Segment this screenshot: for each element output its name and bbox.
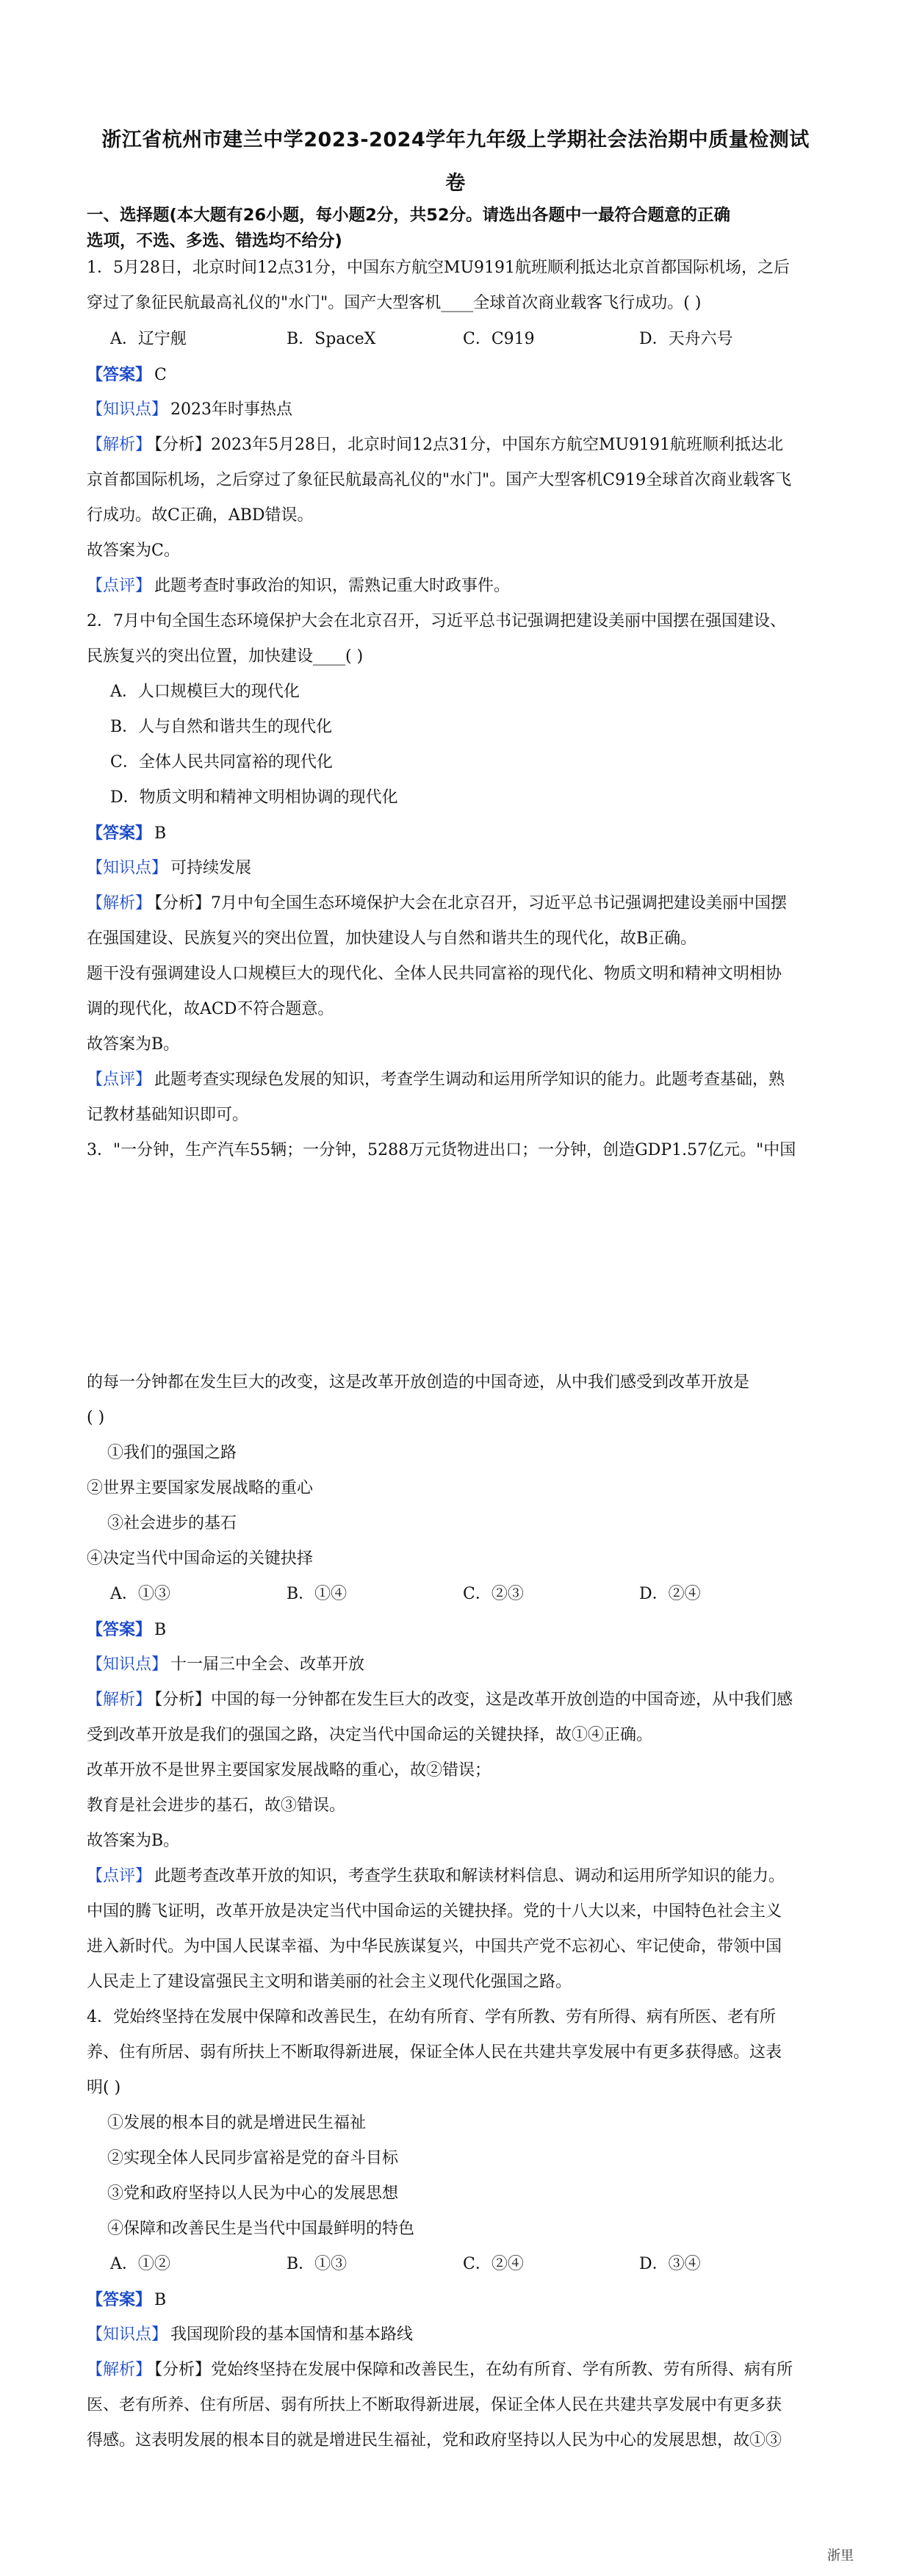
document-title-cont: 卷	[445, 172, 466, 195]
q1-option-b: B．SpaceX	[287, 330, 376, 348]
q4-analysis	[87, 2359, 829, 2381]
q3-item-2: ②世界主要国家发展战略的重心	[87, 1479, 314, 1497]
comment-label: 【点评】	[87, 577, 152, 595]
q3-comment-cont2: 进入新时代。为中国人民谋幸福、为中华民族谋复兴，中国共产党不忘初心、牢记使命，带领中国	[87, 1938, 782, 1956]
q1-comment	[87, 575, 829, 597]
q3-comment	[87, 1866, 829, 1888]
comment-label: 【点评】	[87, 1867, 152, 1885]
section-heading: 一、选择题(本大题有26小题，每小题2分，共52分。请选出各题中一最符合题意的正确	[87, 206, 731, 225]
q4-answer-value: B	[154, 2291, 167, 2309]
q4-item-1: ①发展的根本目的就是增进民生福祉	[107, 2114, 367, 2132]
q3-stem: 3．"一分钟，生产汽车55辆；一分钟，5288万元货物进出口；一分钟，创造GDP1.57亿元。"中国	[87, 1141, 796, 1159]
q1-option-a: A．辽宁舰	[110, 330, 187, 348]
q1-analysis-cont2: 行成功。故C正确，ABD错误。	[87, 506, 314, 525]
point-label: 【知识点】	[87, 859, 168, 877]
q3-stem-cont: 的每一分钟都在发生巨大的改变，这是改革开放创造的中国奇迹，从中我们感受到改革开放是	[87, 1373, 750, 1392]
page-footer: 浙里	[827, 2548, 854, 2564]
q3-analysis-cont: 受到改革开放是我们的强国之路，决定当代中国命运的关键抉择，故①④正确。	[87, 1726, 653, 1744]
q1-option-c: C．C919	[463, 330, 535, 348]
q1-analysis-text: 【分析】2023年5月28日，北京时间12点31分，中国东方航空MU9191航班顺利抵达北	[154, 436, 784, 454]
q1-analysis	[87, 434, 829, 456]
q4-point	[87, 2324, 829, 2346]
q3-comment-cont3: 人民走上了建设富强民主文明和谐美丽的社会主义现代化强国之路。	[87, 1973, 572, 1991]
q4-item-3: ③党和政府坚持以人民为中心的发展思想	[107, 2184, 399, 2203]
q2-comment-cont: 记教材基础知识即可。	[87, 1106, 249, 1124]
q3-analysis	[87, 1689, 829, 1711]
q1-answer	[87, 364, 829, 386]
q3-point	[87, 1654, 829, 1676]
q1-comment-text: 此题考查时事政治的知识，需熟记重大时政事件。	[154, 577, 511, 595]
q2-stem: 2．7月中旬全国生态环境保护大会在北京召开，习近平总书记强调把建设美丽中国摆在强国建设、	[87, 612, 786, 630]
q3-conclusion: 故答案为B。	[87, 1832, 180, 1850]
q3-comment-text: 此题考查改革开放的知识，考查学生获取和解读材料信息、调动和运用所学知识的能力。	[154, 1867, 785, 1885]
comment-label: 【点评】	[87, 1071, 152, 1089]
q2-option-d: D．物质文明和精神文明相协调的现代化	[110, 788, 398, 807]
q1-analysis-cont: 京首都国际机场，之后穿过了象征民航最高礼仪的"水门"。国产大型客机C919全球首次商业载客飞	[87, 471, 792, 489]
q2-conclusion: 故答案为B。	[87, 1035, 180, 1054]
q4-option-c: C．②④	[463, 2255, 524, 2273]
q3-option-a: A．①③	[110, 1585, 170, 1603]
analysis-label: 【解析】	[87, 2361, 152, 2379]
analysis-label: 【解析】	[87, 436, 152, 454]
q2-answer	[87, 822, 829, 845]
q2-analysis-cont3: 调的现代化，故ACD不符合题意。	[87, 1000, 334, 1018]
q3-option-d: D．②④	[639, 1585, 701, 1603]
q2-analysis-cont: 在强国建设、民族复兴的突出位置，加快建设人与自然和谐共生的现代化，故B正确。	[87, 929, 697, 948]
q1-option-d: D．天舟六号	[639, 330, 733, 348]
q3-answer	[87, 1619, 829, 1641]
q1-conclusion: 故答案为C。	[87, 542, 180, 560]
q2-option-a: A．人口规模巨大的现代化	[110, 683, 300, 701]
q4-option-d: D．③④	[639, 2255, 701, 2273]
analysis-label: 【解析】	[87, 894, 152, 913]
q1-options	[110, 328, 852, 350]
q2-comment-text: 此题考查实现绿色发展的知识，考查学生调动和运用所学知识的能力。此题考查基础，熟	[154, 1071, 785, 1089]
point-label: 【知识点】	[87, 1655, 168, 1674]
q2-analysis-cont2: 题干没有强调建设人口规模巨大的现代化、全体人民共同富裕的现代化、物质文明和精神文明相协	[87, 965, 782, 983]
q1-point	[87, 399, 829, 421]
q4-answer	[87, 2289, 829, 2311]
q4-item-2: ②实现全体人民同步富裕是党的奋斗目标	[107, 2149, 399, 2167]
q4-stem-cont2: 明( )	[87, 2079, 121, 2097]
analysis-label: 【解析】	[87, 1691, 152, 1709]
q4-item-4: ④保障和改善民生是当代中国最鲜明的特色	[107, 2220, 415, 2238]
point-label: 【知识点】	[87, 400, 168, 419]
q3-item-4: ④决定当代中国命运的关键抉择	[87, 1550, 314, 1568]
q2-point-value: 可持续发展	[170, 859, 252, 877]
q1-stem: 1．5月28日，北京时间12点31分，中国东方航空MU9191航班顺利抵达北京首都国际机场，之后	[87, 259, 791, 277]
q2-analysis	[87, 893, 829, 915]
q3-item-1: ①我们的强国之路	[107, 1444, 237, 1462]
q4-analysis-cont2: 得感。这表明发展的根本目的就是增进民生福祉，党和政府坚持以人民为中心的发展思想，故①③	[87, 2431, 782, 2450]
q3-point-value: 十一届三中全会、改革开放	[170, 1655, 365, 1674]
q1-stem-cont: 穿过了象征民航最高礼仪的"水门"。国产大型客机____全球首次商业载客飞行成功。( )	[87, 294, 702, 312]
q2-answer-value: B	[154, 824, 167, 843]
point-label: 【知识点】	[87, 2325, 168, 2344]
q3-analysis-text: 【分析】中国的每一分钟都在发生巨大的改变，这是改革开放创造的中国奇迹，从中我们感	[154, 1691, 793, 1709]
q2-stem-cont: 民族复兴的突出位置，加快建设____( )	[87, 647, 364, 666]
q3-answer-value: B	[154, 1621, 167, 1639]
q3-item-3: ③社会进步的基石	[107, 1514, 237, 1533]
q4-stem-cont: 养、住有所居、弱有所扶上不断取得新进展，保证全体人民在共建共享发展中有更多获得感。这表	[87, 2043, 782, 2062]
q2-point	[87, 857, 829, 879]
q3-stem-cont2: ( )	[87, 1408, 105, 1427]
q4-analysis-text: 【分析】党始终坚持在发展中保障和改善民生，在幼有所育、学有所教、劳有所得、病有所	[154, 2361, 793, 2379]
q4-option-b: B．①③	[287, 2255, 348, 2273]
q2-option-b: B．人与自然和谐共生的现代化	[110, 718, 333, 736]
q2-option-c: C．全体人民共同富裕的现代化	[110, 753, 333, 771]
q4-option-a: A．①②	[110, 2255, 170, 2273]
q3-option-b: B．①④	[287, 1585, 348, 1603]
q1-answer-value: C	[154, 366, 167, 384]
document-title: 浙江省杭州市建兰中学2023-2024学年九年级上学期社会法治期中质量检测试	[101, 129, 810, 151]
q4-analysis-cont: 医、老有所养、住有所居、弱有所扶上不断取得新进展，保证全体人民在共建共享发展中有更多获	[87, 2396, 782, 2414]
q3-analysis-cont2: 改革开放不是世界主要国家发展战略的重心，故②错误；	[87, 1761, 491, 1780]
q4-point-value: 我国现阶段的基本国情和基本路线	[170, 2325, 414, 2344]
answer-label: 【答案】	[87, 2290, 152, 2309]
q3-options	[110, 1583, 852, 1605]
q3-comment-cont: 中国的腾飞证明，改革开放是决定当代中国命运的关键抉择。党的十八大以来，中国特色社会主义	[87, 1902, 782, 1921]
q1-point-value: 2023年时事热点	[170, 400, 293, 419]
q2-comment	[87, 1069, 829, 1091]
answer-label: 【答案】	[87, 824, 152, 843]
q4-stem: 4．党始终坚持在发展中保障和改善民生，在幼有所育、学有所教、劳有所得、病有所医、老有所	[87, 2008, 777, 2026]
q3-analysis-cont3: 教育是社会进步的基石，故③错误。	[87, 1796, 346, 1815]
q4-options	[110, 2253, 852, 2275]
q3-option-c: C．②③	[463, 1585, 524, 1603]
answer-label: 【答案】	[87, 365, 152, 384]
q2-analysis-text: 【分析】7月中旬全国生态环境保护大会在北京召开，习近平总书记强调把建设美丽中国摆	[154, 894, 788, 913]
section-heading-cont: 选项，不选、多选、错选均不给分)	[87, 231, 342, 251]
answer-label: 【答案】	[87, 1620, 152, 1639]
